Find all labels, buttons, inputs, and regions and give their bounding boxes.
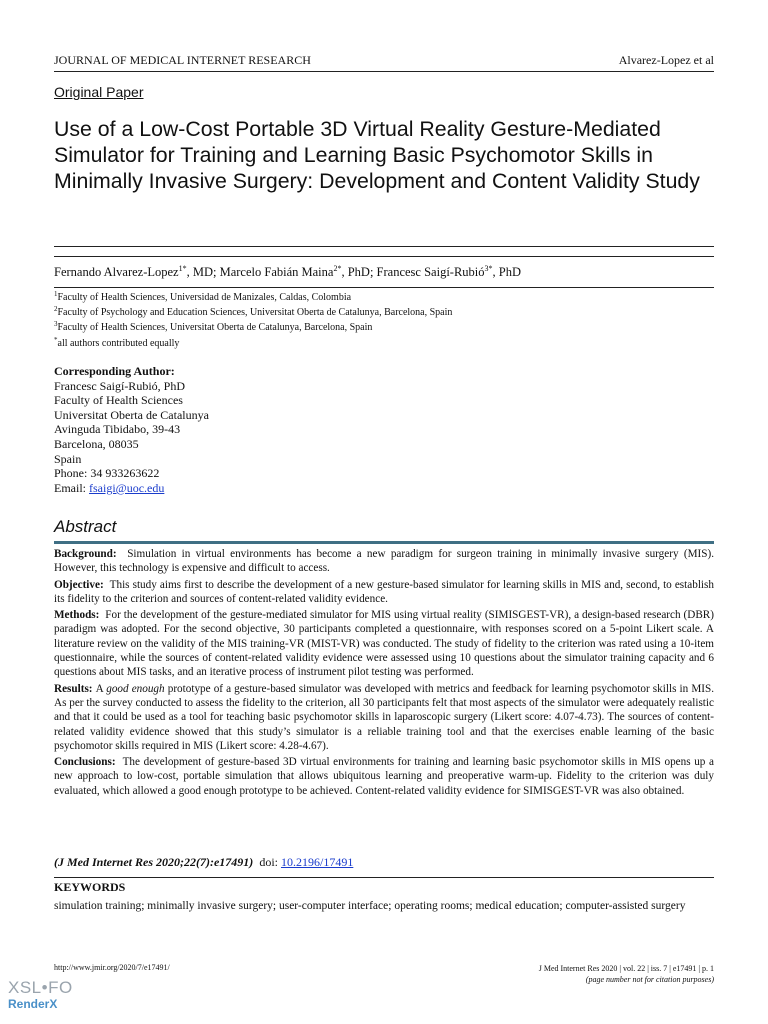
corresponding-email-line xyxy=(54,481,209,496)
running-authors: Alvarez-Lopez et al xyxy=(618,53,714,67)
abstract-background xyxy=(54,547,714,576)
keywords-heading: KEYWORDS xyxy=(54,880,126,894)
author-degree: , PhD xyxy=(492,265,521,279)
affiliation-mark: 2 xyxy=(54,305,58,313)
abstract-conclusions xyxy=(54,755,714,798)
corresponding-city: Barcelona, 08035 xyxy=(54,436,139,451)
email-label: Email: xyxy=(54,480,89,495)
affiliation xyxy=(54,336,179,349)
paper-title: Use of a Low-Cost Portable 3D Virtual Reality Gesture-Mediated Simulator for Training and Learning Basic Psychomotor Skills in Minimally Invasive Surgery: Development and Content Validity Study xyxy=(54,117,700,193)
results-label: Results: xyxy=(54,682,93,695)
affiliation xyxy=(54,320,372,333)
affiliation-mark: 3 xyxy=(54,320,58,328)
results-emphasis: good enough xyxy=(106,682,165,695)
journal-name: JOURNAL OF MEDICAL INTERNET RESEARCH xyxy=(54,53,311,67)
author-degree: , PhD; xyxy=(341,265,377,279)
article-type: Original Paper xyxy=(54,84,144,100)
doi-link[interactable]: 10.2196/17491 xyxy=(280,855,354,869)
author-affil-mark: 3* xyxy=(484,264,493,273)
methods-text: For the development of the gesture-mediated simulator for MIS using virtual reality (SIMISGEST-VR), a design-based research (DBR) paradigm was adopted. For the second objective, 30 participants completed a questionnaire, with responses scored on a 5-point Likert scale. A literature review on the validity of the MIS training-VR (MIST-VR) was conducted. The study of fidelity to the criterion was rated using a 10-item questionnaire, while the sources of content-related validity evidence were assessed using 10 questions about the simulator training capacity and 6 questions about MIS tasks, and an iterative process of instrument pilot testing was performed. xyxy=(54,609,714,679)
abstract-body xyxy=(54,547,714,800)
corresponding-phone: Phone: 34 933263622 xyxy=(54,466,160,481)
author-affil-mark: 1* xyxy=(178,264,187,273)
footer-url: http://www.jmir.org/2020/7/e17491/ xyxy=(54,963,170,972)
footer-citation: J Med Internet Res 2020 | vol. 22 | iss. 7 | e17491 | p. 1 xyxy=(538,964,714,973)
abstract-methods xyxy=(54,608,714,679)
corresponding-country: Spain xyxy=(54,451,82,466)
title-rule-bottom xyxy=(54,256,714,257)
conclusions-text: The development of gesture-based 3D virtual environments for training and learning basic psychomotor skills in MIS opens up a new approach to low-cost, portable simulation that allows ubiquitous learning and preoperative warm-up. Fidelity to the criterion was duly evaluated, which allowed a good enough prototype to be achieved. Content-related validity evidence for SIMISGEST-VR was also obtained. xyxy=(54,756,714,797)
corresponding-name: Francesc Saigí-Rubió, PhD xyxy=(54,378,185,393)
conclusions-label: Conclusions: xyxy=(54,756,116,769)
affiliation-mark: 1 xyxy=(54,290,58,298)
author-degree: , MD; xyxy=(186,265,220,279)
doi-label: doi: xyxy=(259,855,278,869)
author-name: Marcelo Fabián Maina xyxy=(219,265,334,279)
results-text: prototype of a gesture-based simulator was developed with metrics and feedback for learning psychomotor skills in MIS. As per the survey conducted to assess the fidelity to the criterion, all 30 participants felt that most aspects of the simulator were adequately realistic and that it could be used as a tool for teaching basic psychomotor skills in laparoscopic surgery (Likert score: 4.07-4.73). The sources of content-related validity evidence showed that this study’s simulator is a reliable training tool and that the exercises enable learning of the basic psychomotor skills required in MIS (Likert score: 4.28-4.67). xyxy=(54,682,715,752)
results-text-pre: A xyxy=(95,682,107,695)
author-name: Fernando Alvarez-Lopez xyxy=(54,265,179,279)
affiliation-text: all authors contributed equally xyxy=(57,338,180,349)
keywords-text: simulation training; minimally invasive surgery; user-computer interface; operating rooms; medical education; computer-assisted surgery xyxy=(54,900,686,912)
affiliation-text: Faculty of Health Sciences, Universidad de Manizales, Caldas, Colombia xyxy=(57,292,352,303)
renderx-logo xyxy=(8,978,73,1011)
xslfo-mark: XSL•FO xyxy=(8,978,73,997)
renderx-brand: RenderX xyxy=(8,997,58,1011)
objective-text: This study aims first to describe the development of a new gesture-based simulator for learning skills in MIS and, second, to establish its fidelity to the criterion and sources of content-related validity evidence. xyxy=(54,578,714,605)
background-label: Background: xyxy=(54,548,117,560)
affiliation-text: Faculty of Psychology and Education Sciences, Universitat Oberta de Catalunya, Barcelona, Spain xyxy=(57,307,453,318)
affiliation-text: Faculty of Health Sciences, Universitat Oberta de Catalunya, Barcelona, Spain xyxy=(57,322,373,333)
footer-meta xyxy=(539,963,714,985)
abstract-objective xyxy=(54,578,714,607)
author-rule xyxy=(54,287,714,288)
objective-label: Objective: xyxy=(54,578,104,591)
citation xyxy=(54,855,353,870)
abstract-rule xyxy=(54,541,714,544)
affiliation xyxy=(54,305,452,318)
title-rule-top xyxy=(54,246,714,247)
abstract-results xyxy=(54,682,714,753)
corresponding-institution: Universitat Oberta de Catalunya xyxy=(54,407,209,422)
corresponding-heading: Corresponding Author: xyxy=(54,364,175,378)
methods-label: Methods: xyxy=(54,609,100,622)
background-text: Simulation in virtual environments has become a new paradigm for surgeon training in minimally invasive surgery (MIS). However, this technology is expensive and difficult to access. xyxy=(54,548,715,575)
corresponding-street: Avinguda Tibidabo, 39-43 xyxy=(54,422,181,437)
citation-text: (J Med Internet Res 2020;22(7):e17491) xyxy=(54,855,254,869)
abstract-heading: Abstract xyxy=(54,517,117,536)
keywords-rule xyxy=(54,877,714,878)
header-rule xyxy=(54,71,714,72)
affiliation-mark: * xyxy=(54,336,58,344)
author-list xyxy=(54,264,521,280)
author-name: Francesc Saigí-Rubió xyxy=(376,265,485,279)
running-head xyxy=(54,53,714,69)
corresponding-author xyxy=(54,364,209,495)
affiliation xyxy=(54,290,351,303)
corresponding-dept: Faculty of Health Sciences xyxy=(54,393,183,408)
email-link[interactable]: fsaigi@uoc.edu xyxy=(89,480,165,495)
footer-note: (page number not for citation purposes) xyxy=(585,975,714,984)
author-affil-mark: 2* xyxy=(333,264,342,273)
